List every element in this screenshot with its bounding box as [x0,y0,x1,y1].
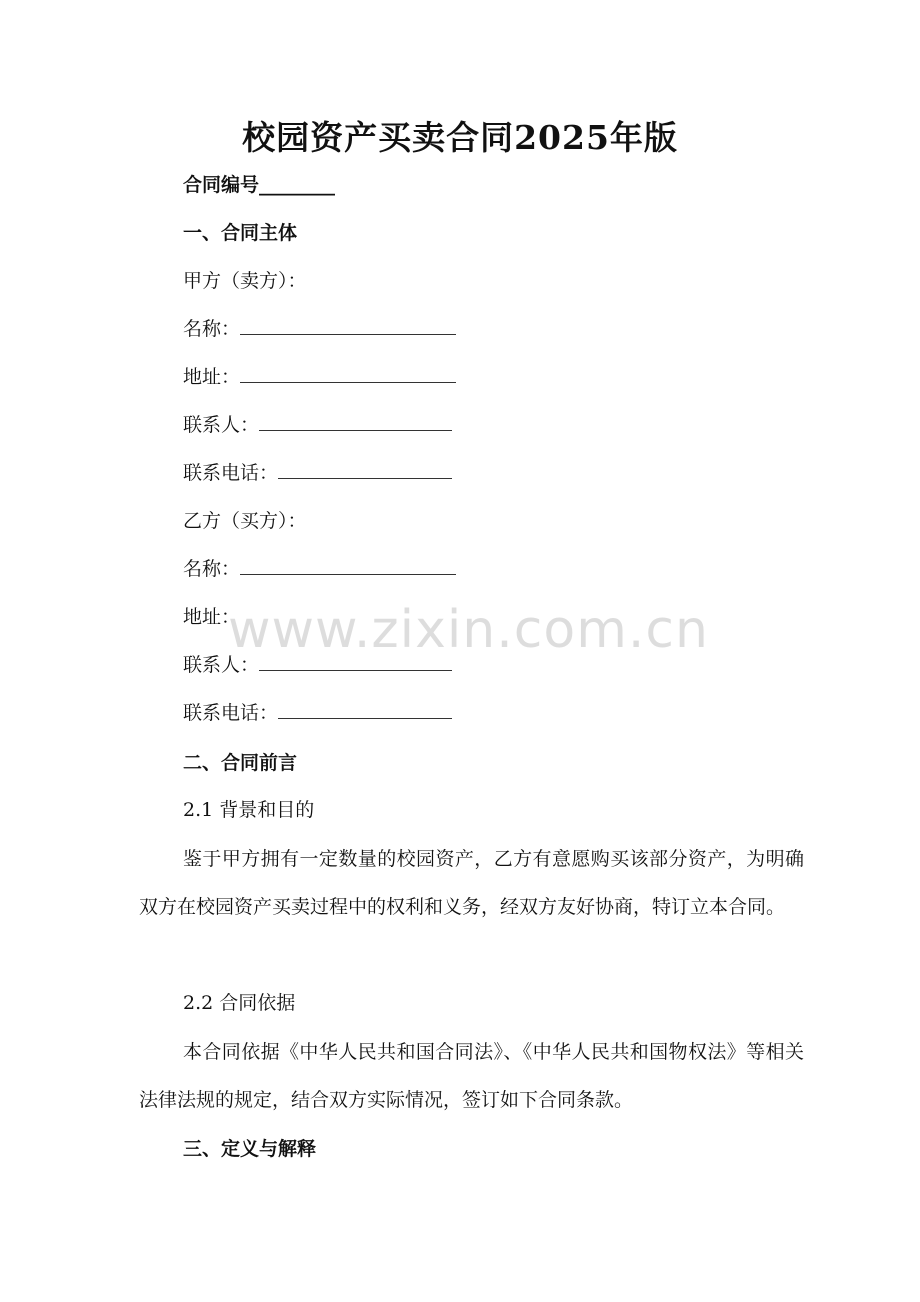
section-2-heading: 二、合同前言 [183,752,298,774]
party-b-phone-blank [278,700,452,719]
party-b-phone-row [183,700,452,726]
party-b-name-label: 名称： [183,558,241,580]
subsection-2-1-title: 2.1 背景和目的 [183,799,315,821]
contract-number-line [183,172,335,198]
subsection-2-1-paragraph: 鉴于甲方拥有一定数量的校园资产，乙方有意愿购买该部分资产，为明确双方在校园资产买卖过程中的权利和义务，经双方友好协商，特订立本合同。 [139,848,804,918]
party-a-address-row [183,364,456,390]
party-b-name-blank [240,556,456,575]
party-a-address-label: 地址： [183,366,241,388]
party-b-phone-label: 联系电话： [183,702,279,724]
party-a-contact-label: 联系人： [183,414,260,436]
section-1-heading: 一、合同主体 [183,222,298,244]
contract-number-label: 合同编号 [183,174,260,196]
party-a-address-blank [240,364,456,383]
site-watermark: www.zixin.com.cn [228,600,709,660]
party-b-address-label: 地址： [183,606,241,628]
document-title: 校园资产买卖合同2025年版 [242,118,678,157]
party-b-label: 乙方（买方）： [183,510,307,532]
party-a-label: 甲方（卖方）： [183,270,307,292]
contract-number-blank: ________ [259,174,336,196]
party-a-name-blank [240,316,456,335]
party-a-name-label: 名称： [183,318,241,340]
party-b-name-row [183,556,456,582]
subsection-2-2-title: 2.2 合同依据 [183,992,296,1014]
party-b-contact-label: 联系人： [183,654,260,676]
subsection-2-2-paragraph: 本合同依据《中华人民共和国合同法》、《中华人民共和国物权法》等相关法律法规的规定，结合双方实际情况，签订如下合同条款。 [139,1041,804,1111]
party-a-phone-label: 联系电话： [183,462,279,484]
party-a-contact-blank [259,412,452,431]
party-a-contact-row [183,412,452,438]
section-3-heading: 三、定义与解释 [183,1138,317,1160]
party-a-phone-blank [278,460,452,479]
party-a-phone-row [183,460,452,486]
party-a-name-row [183,316,456,342]
